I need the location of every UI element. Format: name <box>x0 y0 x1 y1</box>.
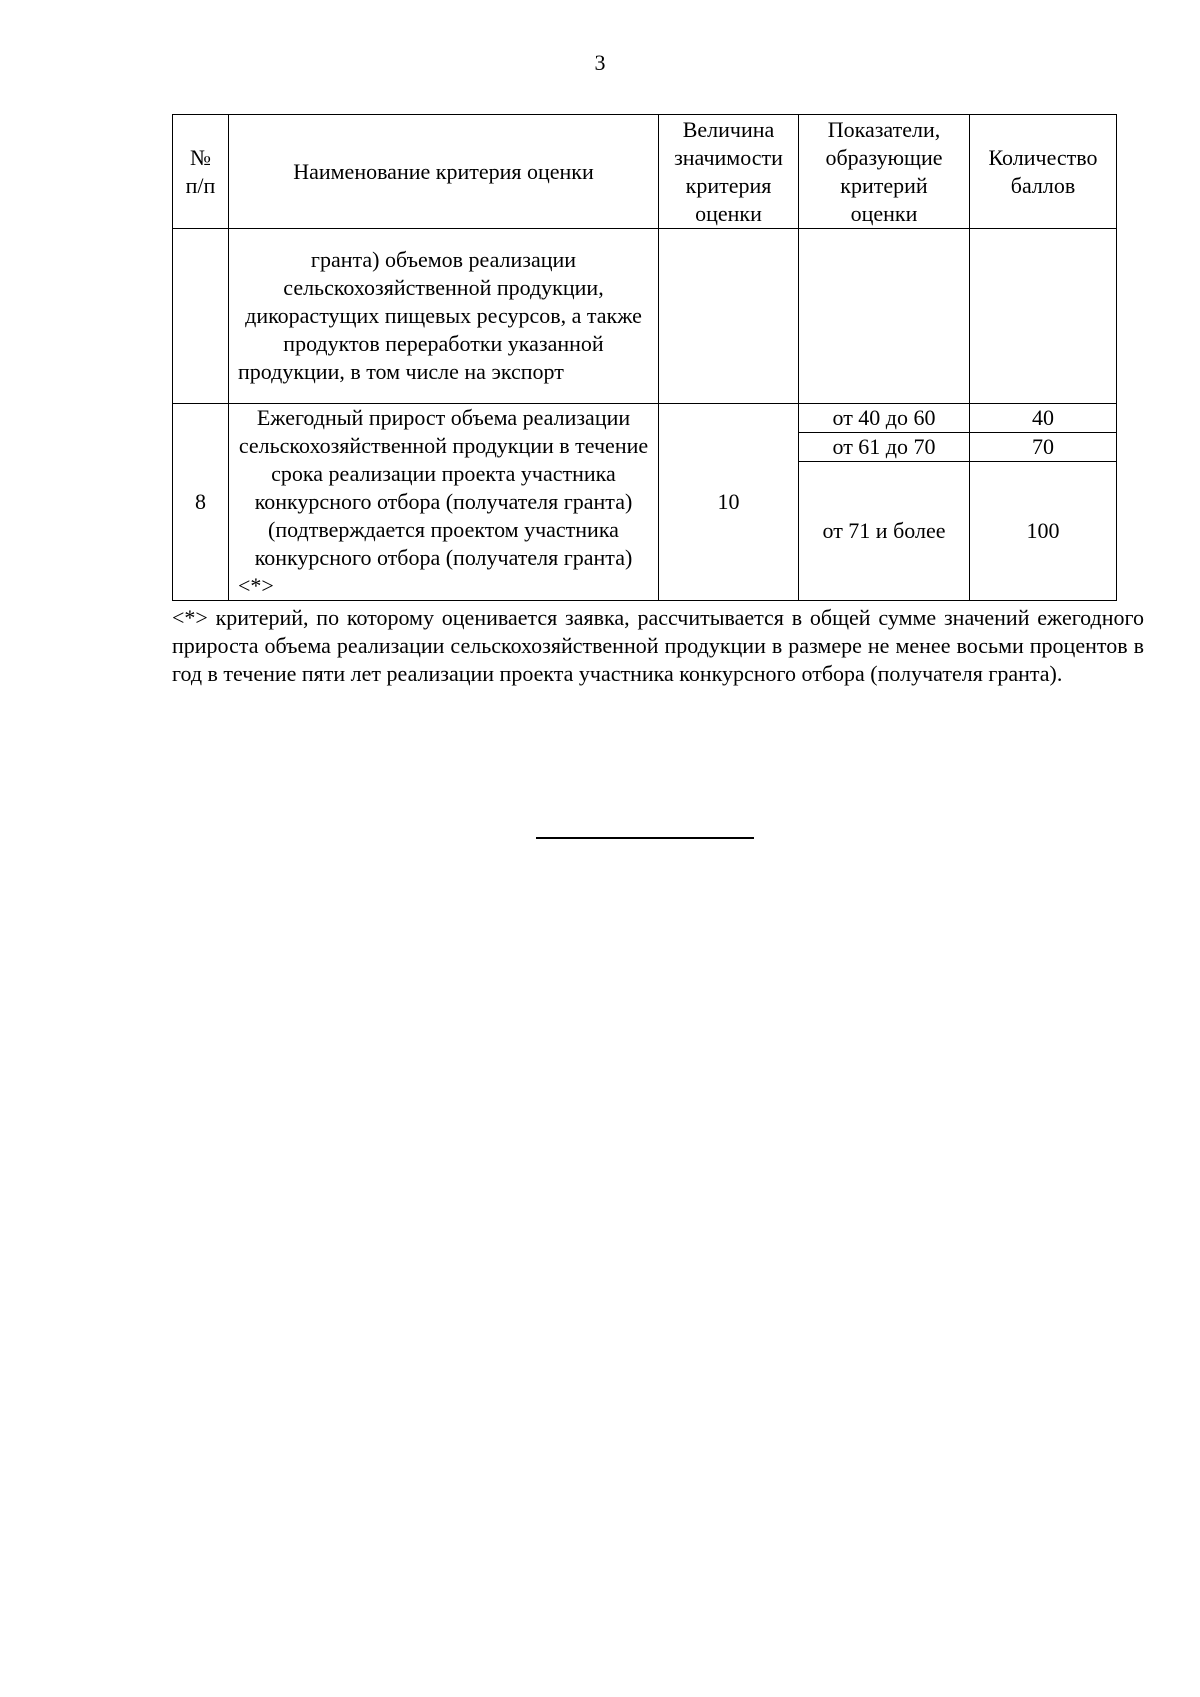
cell-significance-value <box>659 229 799 404</box>
header-points: Количество баллов <box>970 115 1117 229</box>
header-num: № п/п <box>173 115 229 229</box>
header-significance-value: Величина значимости критерия оценки <box>659 115 799 229</box>
cell-num <box>173 229 229 404</box>
cell-points: 100 <box>970 462 1117 601</box>
cell-indicator-range: от 40 до 60 <box>799 404 970 433</box>
cell-indicator-range: от 71 и более <box>799 462 970 601</box>
end-divider <box>536 837 754 839</box>
table-row <box>173 404 1117 433</box>
cell-indicators <box>799 229 970 404</box>
footnote: <*> критерий, по которому оценивается заявка, рассчитывается в общей сумме значений ежегодного прироста объема реализации сельскохозяйственной продукции в размере не менее восьми процентов в год в течение пяти лет реализации проекта участника конкурсного отбора (получателя гранта). <box>172 605 1144 686</box>
cell-num: 8 <box>173 404 229 601</box>
table-row <box>173 229 1117 404</box>
cell-criterion-name: Ежегодный прирост объема реализации сельскохозяйственной продукции в течение срока реализации проекта участника конкурсного отбора (получателя гранта) (подтверждается проектом участника конкурсного отбора (получателя гранта) <*> <box>229 404 659 601</box>
cell-points: 70 <box>970 433 1117 462</box>
cell-indicator-range: от 61 до 70 <box>799 433 970 462</box>
table-header-row <box>173 115 1117 229</box>
cell-criterion-name: гранта) объемов реализации сельскохозяйственной продукции, дикорастущих пищевых ресурсов, а также продуктов переработки указанной продукции, в том числе на экспорт <box>229 229 659 404</box>
header-indicators: Показатели, образующие критерий оценки <box>799 115 970 229</box>
cell-points <box>970 229 1117 404</box>
header-criterion-name: Наименование критерия оценки <box>229 115 659 229</box>
page-number: 3 <box>594 50 606 75</box>
cell-significance-value: 10 <box>659 404 799 601</box>
criteria-table <box>172 114 1117 601</box>
cell-points: 40 <box>970 404 1117 433</box>
